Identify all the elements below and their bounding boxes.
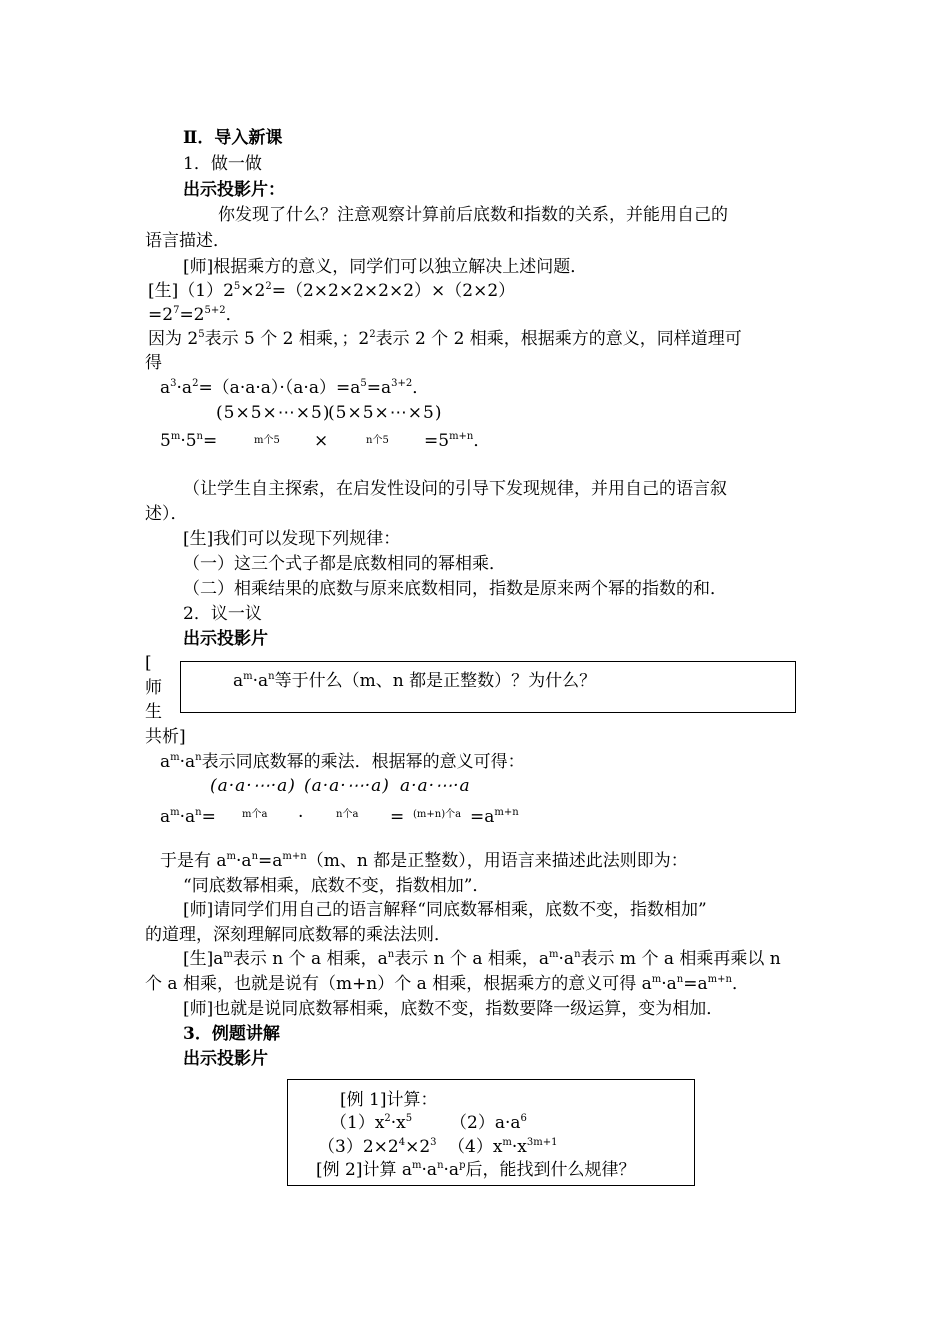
am-an-equation-result: $=a^{m+n}$ — [470, 807, 519, 827]
show-slide-label-3: 出示投影片 — [183, 1049, 268, 1069]
a-product-2: (a·a·⋯·a) — [304, 776, 390, 796]
because-line-1: 因为 $2^5$表示 5 个 2 相乘，；$2^2$表示 2 个 2 相乘，根据乘方的意义，同样道理可 — [148, 329, 742, 349]
slide1-question-line2: 语言描述． — [145, 231, 230, 251]
rule-quote: “同底数幂相乘，底数不变，指数相加”． — [183, 876, 490, 896]
question-box-text: $a^m\cdot a^n$等于什么（m、n 都是正整数）？为什么？ — [233, 671, 597, 691]
student-line-2: [生]我们可以发现下列规律： — [183, 529, 401, 549]
example-2: [例 2]计算 $a^m\cdot a^n\cdot a^p$后，能找到什么规律？ — [316, 1160, 636, 1180]
a-underbrace-label-2: n个a — [336, 809, 359, 820]
a-underbrace-label-3: (m+n)个a — [413, 809, 462, 820]
am-an-description: $a^m\cdot a^n$表示同底数幂的乘法．根据幂的意义可得： — [160, 752, 525, 772]
a-underbrace-label-1: m个a — [242, 809, 268, 820]
teacher-line-1: [师]根据乘方的意义，同学们可以独立解决上述问题． — [183, 257, 588, 277]
so-we-have-line: 于是有 $a^m\cdot a^n=a^{m+n}(m$、n 都是正整数），用语言来描述此法则即为： — [160, 851, 688, 871]
side-label-analysis: 共析] — [145, 727, 186, 747]
side-label-teacher: 师 — [145, 678, 162, 698]
teacher-line-2b: 的道理，深刻理解同底数幂的乘法法则． — [145, 925, 451, 945]
five-product-2: (5×5×⋯×5) — [328, 403, 443, 423]
explore-line-2: 述）． — [145, 504, 188, 524]
five-equation-lhs: $5^m\cdot 5^n=$ — [160, 431, 218, 451]
a-product-3: a·a·⋯·a — [400, 776, 471, 796]
slide1-question-line1: 你发现了什么？注意观察计算前后底数和指数的关系，并能用自己的 — [218, 205, 728, 225]
subsection-examples: 3．例题讲解 — [183, 1024, 280, 1044]
rule-1: （一）这三个式子都是底数相同的幂相乘． — [183, 554, 506, 574]
example-1-item-3: $(3)2\times 2^4\times 2^3$ — [318, 1137, 437, 1157]
student-line-3b: 个 a 相乘，也就是说有（m+n）个 a 相乘，根据乘方的意义可得 $a^m\cdot a^n=a^{m+n}$． — [145, 974, 749, 994]
student-line-3a: [生]$a^m$表示 n 个 a 相乘，$a^n$表示 n 个 a 相乘，$a^m\cdot a^n$表示 m 个 a 相乘再乘以 n — [183, 949, 781, 969]
example-1-item-2: $(2)a\cdot a^6$ — [450, 1113, 527, 1133]
question-box — [180, 661, 796, 713]
teacher-line-3: [师]也就是说同底数幂相乘，底数不变，指数要降一级运算，变为相加． — [183, 999, 724, 1019]
a-product-1: (a·a·⋯·a) — [210, 776, 296, 796]
side-label-student: 生 — [145, 702, 162, 722]
example-1-title: [例 1]计算： — [340, 1090, 438, 1110]
subsection-do-it: 1．做一做 — [183, 154, 262, 174]
five-underbrace-label-2: n个5 — [366, 435, 389, 446]
example-1-item-4: $(4)x^m\cdot x^{3m+1}$ — [448, 1137, 558, 1157]
a-power-equation: $a^3\cdot a^2=(a\cdot a\cdot a)\cdot(a\cdot a)=a^5=a^{3+2}$． — [160, 378, 430, 398]
five-underbrace-label-1: m个5 — [254, 435, 280, 446]
show-slide-label-1: 出示投影片： — [183, 180, 285, 200]
section-title: Ⅱ．导入新课 — [183, 128, 283, 148]
equation-line-2: $=2^7=2^{5+2}$． — [148, 305, 243, 325]
side-label-bracket: [ — [145, 653, 152, 673]
subsection-discuss: 2．议一议 — [183, 604, 262, 624]
examples-box — [287, 1079, 695, 1186]
because-line-2: 得 — [145, 353, 162, 373]
five-equation-result: $=5^{m+n}$． — [424, 431, 491, 451]
student-equation-1: [生]$(1)2^5\times 2^2=(2\times 2\times 2\times 2\times 2)\times(2\times 2)$ — [148, 281, 516, 301]
teacher-line-2a: [师]请同学们用自己的语言解释“同底数幂相乘，底数不变，指数相加” — [183, 900, 707, 920]
example-1-item-1: $(1)x^2\cdot x^5$ — [330, 1113, 413, 1133]
explore-line-1: （让学生自主探索，在启发性设问的引导下发现规律，并用自己的语言叙 — [183, 479, 727, 499]
am-an-equation-lhs: $a^m\cdot a^n=$ — [160, 807, 216, 827]
multiply-dot: · — [298, 807, 304, 827]
rule-2: （二）相乘结果的底数与原来底数相同，指数是原来两个幂的指数的和． — [183, 579, 727, 599]
times-sign: × — [314, 431, 329, 451]
equals-sign: = — [390, 807, 405, 827]
show-slide-label-2: 出示投影片 — [183, 629, 268, 649]
five-product-1: (5×5×⋯×5) — [216, 403, 331, 423]
